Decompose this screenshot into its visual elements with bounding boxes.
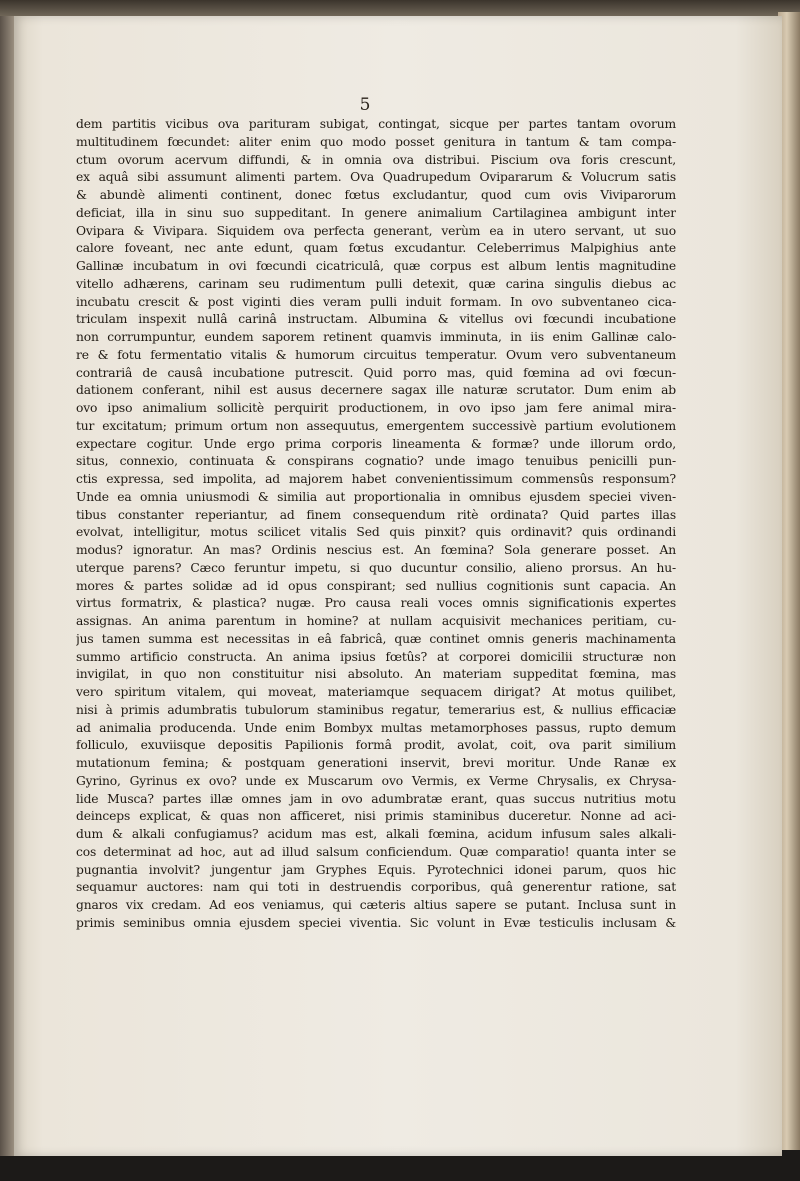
text-line: deinceps explicat, & quas non afficeret, nisi primis staminibus duceretur. Nonne ad aci- [76, 809, 676, 824]
text-line: dum & alkali confugiamus? acidum mas est, alkali fœmina, acidum infusum sales alkali- [76, 827, 676, 841]
text-line: calore foveant, nec ante edunt, quam fœtus excudantur. Celeberrimus Malpighius ante [76, 241, 676, 256]
text-line: expectare cogitur. Unde ergo prima corporis lineamenta & formæ? unde illorum ordo, [76, 436, 676, 451]
text-line: situs, connexio, continuata & conspirans cognatio? unde imago tenuibus penicilli pun- [76, 454, 676, 469]
text-line: Gallinæ incubatum in ovi fœcundi cicatriculâ, quæ corpus est album lentis magnitudine [76, 259, 676, 273]
page-number: 5 [359, 95, 371, 115]
text-line: mutationum femina; & postquam generationi inservit, brevi moritur. Unde Ranæ ex [76, 756, 676, 770]
text-line: nisi à primis adumbratis tubulorum staminibus regatur, temerarius est, & nullius efficaciæ [76, 702, 676, 717]
text-line: summo artificio constructa. An anima ipsius fœtûs? at corporei domicilii structuræ non [76, 649, 676, 664]
text-line: contrariâ de causâ incubatione putrescit. Quid porro mas, quid fœmina ad ovi fœcun- [76, 365, 676, 380]
text-line: ctum ovorum acervum diffundi, & in omnia ova distribui. Piscium ova foris crescunt, [76, 152, 676, 167]
text-line: jus tamen summa est necessitas in eâ fabricâ, quæ continet omnis generis machinamenta [76, 631, 676, 646]
text-line: Unde ea omnia uniusmodi & similia aut proportionalia in omnibus ejusdem speciei viven- [76, 489, 676, 504]
text-line: tibus constanter reperiantur, ad finem consequendum ritè ordinata? Quid partes illas [76, 507, 676, 522]
text-line: incubatu crescit & post viginti dies veram pulli induit formam. In ovo subventaneo cica- [76, 294, 676, 309]
text-line: primis seminibus omnia ejusdem speciei viventia. Sic volunt in Evæ testiculis inclusam & [76, 915, 676, 930]
text-line: non corrumpuntur, eundem saporem retinent quamvis imminuta, in iis enim Gallinæ calo- [76, 330, 676, 344]
text-line: & abundè alimenti continent, donec fœtus excludantur, quod cum ovis Viviparorum [76, 188, 676, 202]
text-line: mores & partes solidæ ad id opus conspirant; sed nullius cognitionis sunt capacia. An [76, 578, 676, 593]
text-line: ovo ipso animalium sollicitè perquirit productionem, in ovo ipso jam fere animal mira- [76, 401, 676, 415]
text-line: folliculo, exuviisque depositis Papilionis formâ prodit, avolat, coit, ova parit similium [76, 738, 676, 753]
text-line: assignas. An anima parentum in homine? at nullam acquisivit mechanices peritiam, cu- [76, 614, 676, 628]
text-line: triculam inspexit nullâ carinâ instructam. Albumina & vitellus ovi fœcundi incubatione [76, 312, 676, 327]
text-line: pugnantia involvit? jungentur jam Gryphes Equis. Pyrotechnici idonei parum, quos hic [76, 862, 676, 877]
text-line: virtus formatrix, & plastica? nugæ. Pro causa reali voces omnis significationis expertes [76, 596, 676, 611]
text-line: re & fotu fermentatio vitalis & humorum circuitus temperatur. Ovum vero subventaneum [76, 347, 676, 362]
text-line: Ovipara & Vivipara. Siquidem ova perfecta generant, verùm ea in utero servant, ut suo [76, 223, 676, 238]
text-line: invigilat, in quo non constituitur nisi absoluto. An materiam suppeditat fœmina, mas [76, 667, 676, 682]
body-text [76, 116, 676, 933]
text-line: ad animalia producenda. Unde enim Bombyx multas metamorphoses passus, rupto demum [76, 720, 676, 735]
text-line: lide Musca? partes illæ omnes jam in ovo adumbratæ erant, quas succus nutritius motu [76, 791, 676, 806]
text-line: evolvat, intelligitur, motus scilicet vitalis Sed quis pinxit? quis ordinavit? quis ordinandi [76, 525, 676, 540]
text-line: modus? ignoratur. An mas? Ordinis nescius est. An fœmina? Sola generare posset. An [76, 543, 676, 557]
text-line: tur excitatum; primum ortum non assequutus, emergentem successivè partium evolutionem [76, 418, 676, 433]
text-line: multitudinem fœcundet: aliter enim quo modo posset genitura in tantum & tam compa- [76, 134, 676, 149]
text-line: sequamur auctores: nam qui toti in destruendis corporibus, quâ generentur ratione, sat [76, 880, 676, 895]
text-line: uterque parens? Cæco feruntur impetu, si quo ducuntur consilio, alieno prorsus. An hu- [76, 560, 676, 575]
text-line: ctis expressa, sed impolita, ad majorem habet convenientissimum commensûs responsum? [76, 472, 676, 486]
text-line: vitello adhærens, carinam seu rudimentum pulli detexit, quæ carina singulis diebus ac [76, 276, 676, 291]
text-line: dationem conferant, nihil est ausus decernere sagax ille naturæ scrutator. Dum enim ab [76, 383, 676, 398]
book-gutter [0, 16, 14, 1156]
text-line: cos determinat ad hoc, aut ad illud salsum conficiendum. Quæ comparatio! quanta inter se [76, 844, 676, 859]
text-line: deficiat, illa in sinu suo suppeditant. In genere animalium Cartilaginea ambigunt inter [76, 205, 676, 220]
text-line: gnaros vix credam. Ad eos veniamus, qui cæteris altius sapere se putant. Inclusa sunt in [76, 898, 676, 912]
text-line: vero spiritum vitalem, qui moveat, materiamque sequacem dirigat? At motus quilibet, [76, 685, 676, 699]
text-line: Gyrino, Gyrinus ex ovo? unde ex Muscarum ovo Vermis, ex Verme Chrysalis, ex Chrysa- [76, 773, 676, 788]
text-line: dem partitis vicibus ova parituram subigat, contingat, sicque per partes tantam ovorum [76, 117, 676, 131]
text-line: ex aquâ sibi assumunt alimenti partem. Ova Quadrupedum Ovipararum & Volucrum satis [76, 170, 676, 185]
